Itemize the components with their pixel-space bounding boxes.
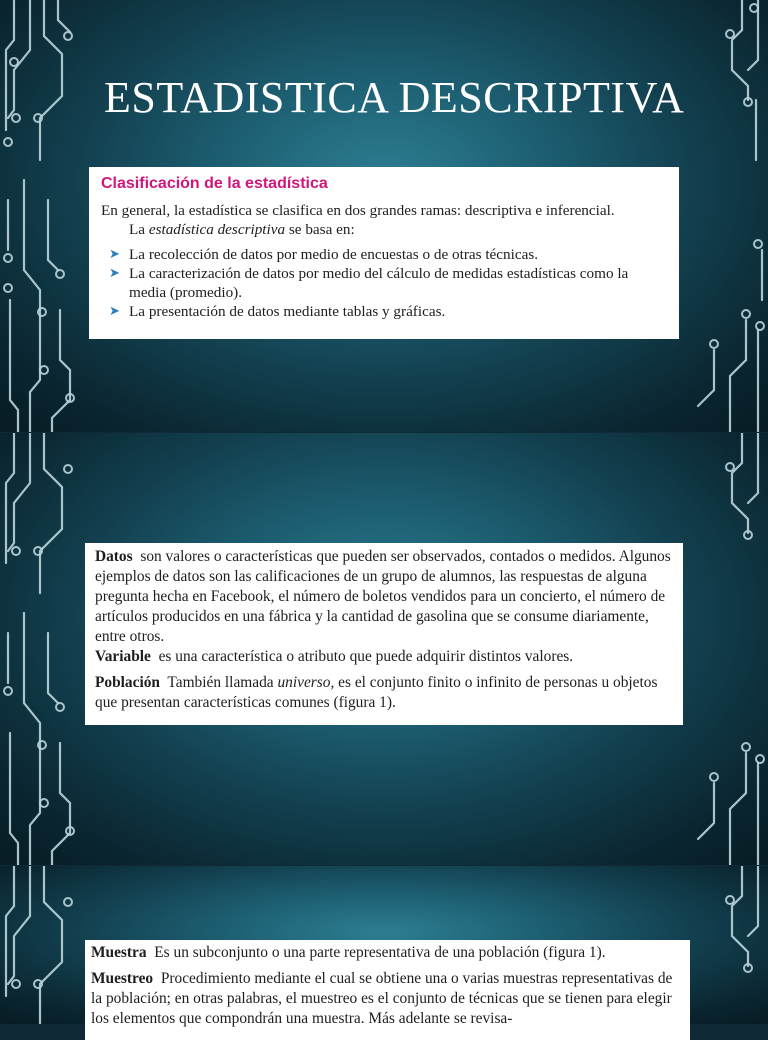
- list-item: ➤ La caracterización de datos por medio del cálculo de medidas estadísticas como la media (promedio).: [109, 265, 629, 301]
- circuit-decoration-right: [688, 0, 768, 432]
- muestreo-definition: Muestreo Procedimiento mediante el cual se obtiene una o varias muestras representativas de la población; en otras palabras, el muestreo es el conjunto de técnicas que se tienen para elegir los elementos que compondrán una muestra. Más adelante se revisa-: [91, 970, 673, 1027]
- sampling-card: [85, 940, 690, 1040]
- basis-text: La estadística descriptiva se basa en:: [129, 221, 355, 238]
- classification-card: [89, 167, 679, 339]
- arrow-bullet-icon: ➤: [109, 304, 120, 319]
- circuit-decoration-right: [688, 866, 768, 1024]
- definitions-card: [85, 543, 683, 725]
- intro-text: En general, la estadística se clasifica en dos grandes ramas: descriptiva e inferencial.: [101, 202, 615, 219]
- arrow-bullet-icon: ➤: [109, 247, 120, 262]
- poblacion-definition: Población También llamada universo, es el conjunto finito o infinito de personas u objetos que presentan características comunes (figura 1).: [95, 674, 658, 711]
- basis-list: [101, 245, 667, 321]
- slide-title: ESTADISTICA DESCRIPTIVA: [104, 73, 685, 122]
- slide-1: [0, 0, 768, 432]
- muestra-definition: Muestra Es un subconjunto o una parte representativa de una población (figura 1).: [91, 944, 606, 961]
- circuit-decoration-right: [688, 433, 768, 865]
- circuit-decoration-left: [0, 433, 80, 865]
- circuit-decoration-left: [0, 866, 80, 1024]
- variable-definition: Variable es una característica o atributo que puede adquirir distintos valores.: [95, 648, 574, 665]
- circuit-decoration-left: [0, 0, 80, 432]
- arrow-bullet-icon: ➤: [109, 266, 120, 281]
- list-item: ➤ La presentación de datos mediante tablas y gráficas.: [109, 303, 446, 320]
- datos-definition: Datos son valores o características que pueden ser observados, contados o medidos. Algunos ejemplos de datos son las calificaciones de un grupo de alumnos, las respuestas de alguna pregunta hecha en Facebook, el número de boletos vendidos para un concierto, el número de artículos producidos en una fábrica y la cantidad de gasolina que se consume diariamente, entre otros.: [95, 548, 671, 645]
- card-heading: Clasificación de la estadística: [101, 175, 328, 192]
- list-item: ➤ La recolección de datos por medio de encuestas o de otras técnicas.: [109, 246, 539, 263]
